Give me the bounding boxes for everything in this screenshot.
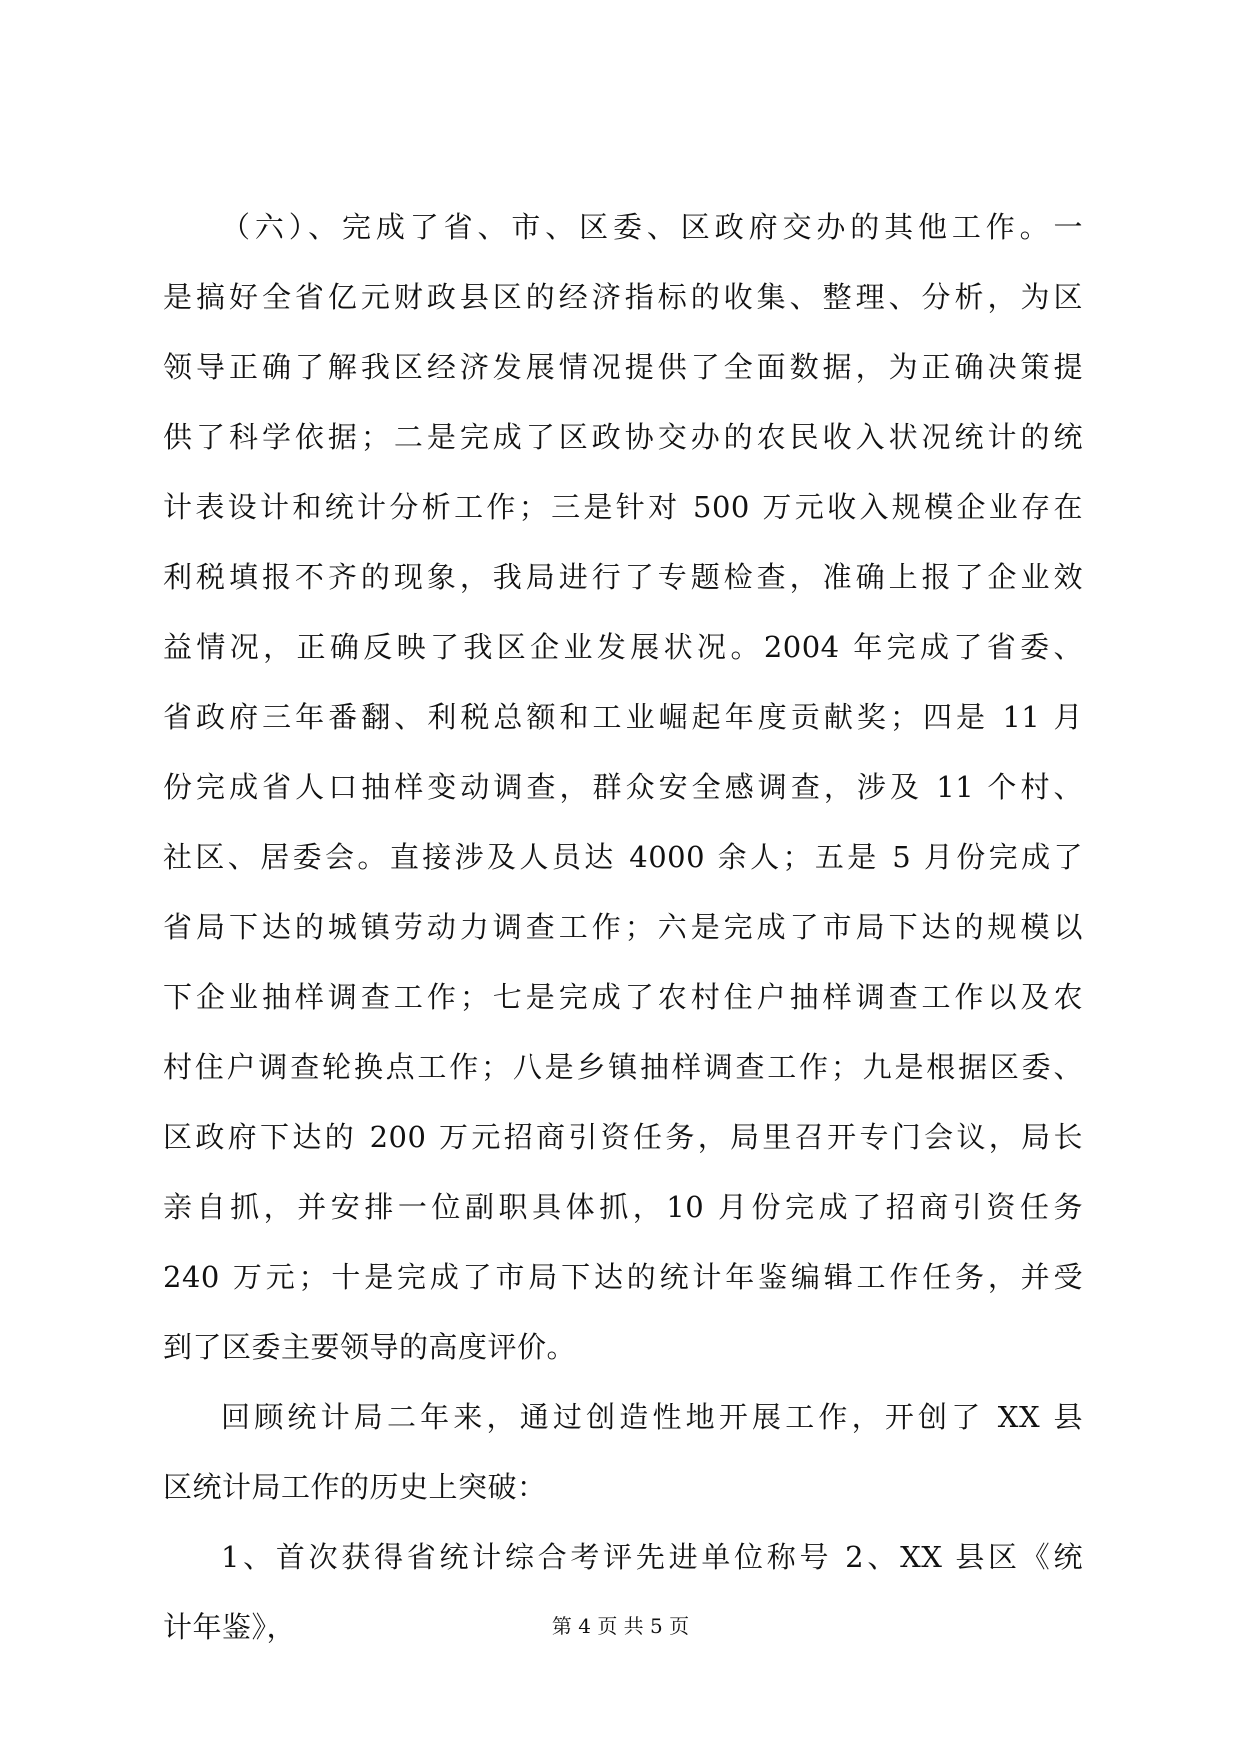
text-line: 到了区委主要领导的高度评价。 [163, 1330, 577, 1364]
text-line: 省局下达的城镇劳动力调查工作；六是完成了市局下达的规模以 [163, 910, 1083, 944]
text-line: 240 万元；十是完成了市局下达的统计年鉴编辑工作任务，并受 [163, 1260, 1083, 1294]
text-line: 计年鉴》， [163, 1610, 297, 1644]
text-line: 亲自抓，并安排一位副职具体抓，10 月份完成了招商引资任务 [163, 1190, 1083, 1224]
page-footer: 第 4 页 共 5 页 [551, 1614, 690, 1638]
text-line: 利税填报不齐的现象，我局进行了专题检查，准确上报了企业效 [163, 560, 1083, 594]
text-line: 领导正确了解我区经济发展情况提供了全面数据，为正确决策提 [163, 350, 1083, 384]
text-line: 社区、居委会。直接涉及人员达 4000 余人；五是 5 月份完成了 [163, 840, 1083, 874]
text-line: 份完成省人口抽样变动调查，群众安全感调查，涉及 11 个村、 [163, 770, 1083, 804]
text-line: 省政府三年番翻、利税总额和工业崛起年度贡献奖；四是 11 月 [163, 700, 1083, 734]
text-line: 回顾统计局二年来，通过创造性地开展工作，开创了 XX 县 [221, 1400, 1083, 1434]
text-line: 1、首次获得省统计综合考评先进单位称号 2、XX 县区《统 [221, 1540, 1083, 1574]
text-line: 供了科学依据；二是完成了区政协交办的农民收入状况统计的统 [163, 420, 1083, 454]
text-line: 是搞好全省亿元财政县区的经济指标的收集、整理、分析，为区 [163, 280, 1083, 314]
text-line: 计表设计和统计分析工作；三是针对 500 万元收入规模企业存在 [163, 490, 1083, 524]
text-line: 村住户调查轮换点工作；八是乡镇抽样调查工作；九是根据区委、 [163, 1050, 1083, 1084]
text-line: 区政府下达的 200 万元招商引资任务，局里召开专门会议，局长 [163, 1120, 1083, 1154]
text-line: 区统计局工作的历史上突破： [163, 1470, 547, 1504]
text-line: 益情况，正确反映了我区企业发展状况。2004 年完成了省委、 [163, 630, 1083, 664]
text-line: （六）、完成了省、市、区委、区政府交办的其他工作。一 [221, 210, 1083, 244]
text-line: 下企业抽样调查工作；七是完成了农村住户抽样调查工作以及农 [163, 980, 1083, 1014]
